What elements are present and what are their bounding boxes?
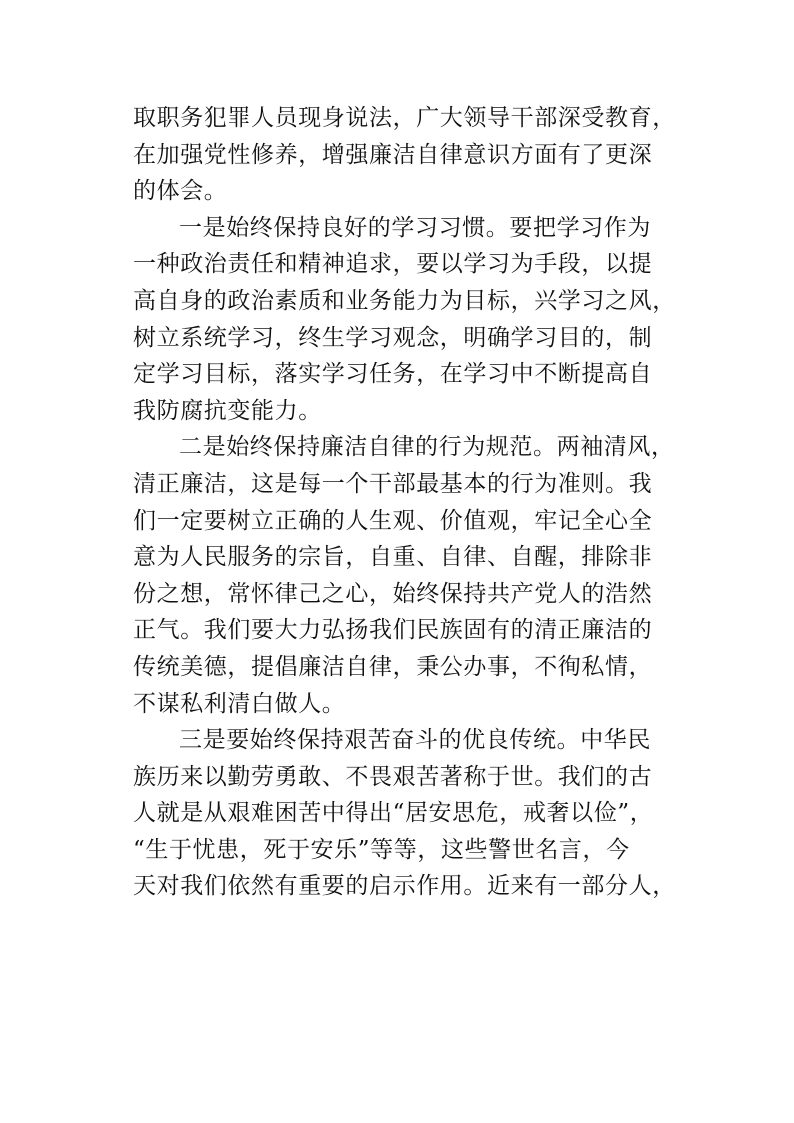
text-line: 不谋私利清白做人。 bbox=[133, 690, 346, 717]
text-line: 份之想，常怀律己之心，始终保持共产党人的浩然 bbox=[133, 580, 653, 607]
text-line: 正气。我们要大力弘扬我们民族固有的清正廉洁的 bbox=[133, 617, 653, 644]
text-line: 人就是从艰难困苦中得出“居安思危，戒奢以俭”， bbox=[133, 800, 654, 827]
text-line: 的体会。 bbox=[133, 178, 228, 205]
text-line: 们一定要树立正确的人生观、价值观，牢记全心全 bbox=[133, 507, 653, 534]
paragraph-heading-line: 三是要始终保持艰苦奋斗的优良传统。中华民 bbox=[179, 727, 651, 754]
text-line: 高自身的政治素质和业务能力为目标，兴学习之风， bbox=[133, 287, 676, 314]
paragraph-heading-line: 二是始终保持廉洁自律的行为规范。两袖清风， bbox=[179, 434, 675, 461]
text-line: 清正廉洁，这是每一个干部最基本的行为准则。我 bbox=[133, 470, 653, 497]
document-body bbox=[133, 100, 676, 905]
text-line: 在加强党性修养，增强廉洁自律意识方面有了更深 bbox=[133, 141, 653, 168]
text-line: 意为人民服务的宗旨，自重、自律、自醒，排除非 bbox=[133, 544, 653, 571]
text-line: 定学习目标，落实学习任务，在学习中不断提高自 bbox=[133, 361, 653, 388]
text-line: “生于忧患，死于安乐”等等，这些警世名言，今 bbox=[133, 836, 630, 863]
paragraph-heading-line: 一是始终保持良好的学习习惯。要把学习作为 bbox=[179, 214, 651, 241]
text-line: 树立系统学习，终生学习观念，明确学习目的，制 bbox=[133, 324, 653, 351]
text-line: 天对我们依然有重要的启示作用。近来有一部分人， bbox=[133, 873, 676, 900]
text-line: 传统美德，提倡廉洁自律，秉公办事，不徇私情， bbox=[133, 653, 653, 680]
text-line: 族历来以勤劳勇敢、不畏艰苦著称于世。我们的古 bbox=[133, 763, 653, 790]
text-line: 取职务犯罪人员现身说法，广大领导干部深受教育， bbox=[133, 105, 676, 131]
text-line: 一种政治责任和精神追求，要以学习为手段，以提 bbox=[133, 251, 653, 278]
text-line: 我防腐抗变能力。 bbox=[133, 397, 322, 424]
